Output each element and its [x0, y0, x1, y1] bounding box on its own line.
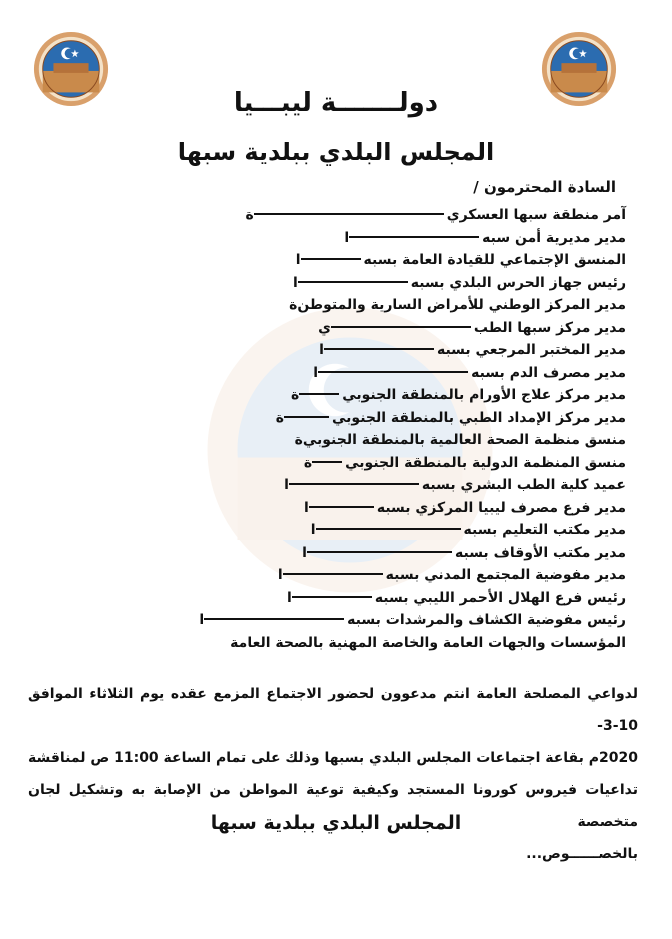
recipient-ending: ا [319, 342, 324, 358]
recipient-line [46, 204, 626, 227]
council-title: المجلس البلدي ببلدية سبها [177, 138, 495, 166]
recipient-line [46, 519, 626, 542]
kashida-line [299, 393, 339, 395]
recipient-text: مدير فرع مصرف ليبيا المركزي بسبه [376, 499, 626, 516]
recipient-ending: ا [277, 567, 283, 583]
kashida-line [298, 281, 408, 283]
recipient-line [46, 407, 626, 430]
recipient-line [46, 474, 626, 497]
recipient-ending: ا [295, 252, 301, 268]
recipient-line [46, 362, 626, 385]
recipient-text: مدير المركز الوطني للأمراض السارية والمتوطن [297, 297, 626, 313]
kashida-line [331, 326, 471, 328]
recipient-text: عميد كلية الطب البشري بسبه [421, 477, 626, 493]
recipient-text: مدير مديرية أمن سبه [482, 229, 626, 246]
body-line-1: لدواعي المصلحة العامة انتم مدعوون لحضور الاجتماع المزمع عقده يوم الثلاثاء الموافق 10-3- [28, 686, 638, 734]
recipient-line [46, 587, 626, 610]
recipient-text: مدير مصرف الدم بسبه [471, 364, 626, 381]
recipient-text: المؤسسات والجهات العامة والخاصة المهنية بالصحة العامة [230, 634, 626, 651]
recipient-line [46, 294, 626, 317]
recipient-ending: ا [292, 274, 298, 291]
recipient-ending: ة [294, 432, 303, 448]
salutation: السادة المحترمون / [473, 178, 616, 196]
recipient-line [46, 452, 626, 475]
recipient-text: مدير مركز سبها الطب [473, 319, 626, 336]
recipient-ending: ي [318, 319, 331, 336]
recipient-ending: ة [303, 454, 313, 471]
recipient-line [46, 542, 626, 565]
recipient-line [46, 429, 626, 452]
recipient-ending: ا [284, 477, 289, 493]
recipient-text: رئيس جهاز الحرس البلدي بسبه [410, 274, 626, 291]
signature-council: المجلس البلدي ببلدية سبها [210, 812, 462, 834]
recipient-ending: ة [245, 207, 254, 223]
kashida-line [312, 461, 342, 463]
recipient-ending: ة [275, 409, 284, 426]
recipient-line [46, 272, 626, 295]
recipient-text: مدير مكتب الأوقاف بسبه [454, 544, 626, 561]
recipient-text: مدير مفوضية المجتمع المدني بسبه [385, 567, 626, 583]
kashida-line [349, 236, 479, 238]
kashida-line [309, 506, 374, 508]
kashida-line [318, 371, 468, 373]
body-line-3: تداعيات فيروس كورونا المستجد وكيفية توعية المواطن من الإصابة به وتشكيل لجان متخصصة [28, 782, 638, 830]
kashida-line [283, 573, 383, 575]
recipient-ending: ا [313, 364, 319, 381]
recipient-ending: ة [290, 387, 300, 403]
recipient-ending: ا [344, 229, 350, 246]
recipient-line [46, 249, 626, 272]
recipient-text: المنسق الإجتماعي للقيادة العامة بسبه [363, 252, 626, 268]
country-title: دولـــــــة ليبـــيا [233, 88, 439, 118]
recipient-text: منسق المنظمة الدولية بالمنطقة الجنوبي [345, 454, 626, 471]
kashida-line [324, 348, 434, 350]
recipient-line [46, 609, 626, 632]
recipient-text: رئيس مفوضية الكشاف والمرشدات بسبه [347, 612, 626, 628]
recipient-line [46, 564, 626, 587]
body-line-2: 2020م بقاعة اجتماعات المجلس البلدي بسبها وذلك على تمام الساعة 11:00 ص لمناقشة [28, 750, 638, 766]
recipient-text: رئيس فرع الهلال الأحمر الليبي بسبه [374, 589, 626, 606]
kashida-line [254, 213, 444, 215]
recipient-ending: ا [304, 499, 309, 516]
body-line-4: بالخصــــــوص... [526, 846, 638, 862]
recipients-list [46, 204, 626, 654]
recipient-ending: ا [199, 612, 205, 628]
recipient-text: منسق منظمة الصحة العالمية بالمنطقة الجنوبي [302, 432, 626, 448]
recipient-text: مدير مركز الإمداد الطبي بالمنطقة الجنوبي [332, 409, 626, 426]
recipient-ending: ا [310, 522, 316, 538]
kashida-line [292, 596, 372, 598]
kashida-line [301, 258, 361, 260]
kashida-line [204, 618, 344, 620]
recipient-line [46, 497, 626, 520]
recipient-ending: ا [287, 589, 292, 606]
recipient-line [46, 339, 626, 362]
recipient-text: مدير مركز علاج الأورام بالمنطقة الجنوبي [342, 387, 626, 403]
kashida-line [307, 551, 452, 553]
recipient-text: مدير مكتب التعليم بسبه [463, 522, 626, 538]
recipient-ending: ة [289, 297, 298, 313]
recipient-line [46, 384, 626, 407]
kashida-line [284, 416, 329, 418]
recipient-ending: ا [302, 544, 307, 561]
recipient-text: مدير المختبر المرجعي بسبه [436, 342, 626, 358]
recipient-line [46, 317, 626, 340]
kashida-line [316, 528, 461, 530]
recipient-line [46, 227, 626, 250]
recipient-line [46, 632, 626, 655]
invitation-body [28, 678, 638, 870]
recipient-text: آمر منطقة سبها العسكري [446, 207, 626, 223]
kashida-line [289, 483, 419, 485]
